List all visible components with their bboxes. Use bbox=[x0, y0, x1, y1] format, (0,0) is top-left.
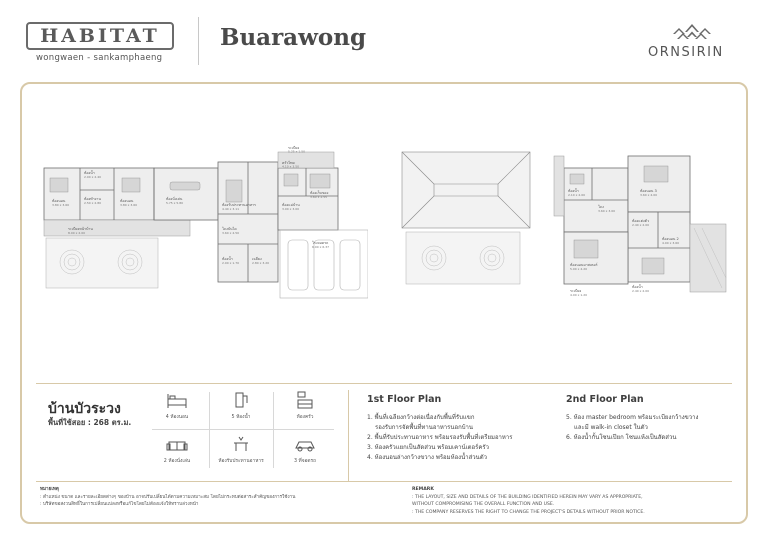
feature-dining bbox=[212, 432, 270, 472]
room-dim: 2.00 x 1.70 bbox=[222, 261, 240, 265]
room-dim: 2.00 x 2.40 bbox=[84, 175, 102, 179]
footer-line: : THE LAYOUT, SIZE AND DETAILS OF THE BUILDING IDENTIFIED HEREIN MAY VARY AS APPROPRIATE, bbox=[412, 494, 643, 500]
footer-title: หมายเหตุ bbox=[40, 487, 59, 492]
footer-notes-thai bbox=[40, 486, 400, 509]
feature-kitchen bbox=[276, 388, 334, 428]
room-dim: 3.60 x 4.50 bbox=[222, 231, 240, 235]
room-label: โถง bbox=[598, 205, 604, 209]
feature-bedrooms bbox=[148, 388, 206, 428]
room-label: ห้องเก็บของ bbox=[310, 191, 329, 195]
room-dim: 2.10 x 2.00 bbox=[568, 193, 586, 197]
info-divider bbox=[36, 383, 732, 384]
note-item: และมี walk-in closet ในตัว bbox=[574, 424, 648, 431]
feature-label: 3 ที่จอดรถ bbox=[293, 459, 317, 464]
footer-line: : บริษัทขอสงวนสิทธิ์ในการเปลี่ยนแปลงหรือแก้ไขโดยไม่ต้องแจ้งให้ทราบล่วงหน้า bbox=[40, 502, 199, 507]
feature-grid bbox=[148, 388, 338, 472]
room-label: ระเบียง bbox=[570, 289, 582, 293]
room-label: ห้องน้ำ bbox=[84, 171, 95, 175]
project-title: Buarawong bbox=[220, 24, 367, 51]
second-floor-notes-title: 2nd Floor Plan bbox=[566, 394, 644, 405]
logo-text: HABITAT bbox=[40, 25, 160, 47]
feature-label: ห้องครัว bbox=[296, 415, 314, 420]
header-divider bbox=[198, 17, 199, 65]
footer-line: WITHOUT COMPROMISING THE OVERALL FUNCTION AND USE. bbox=[412, 502, 555, 507]
house-name: บ้านบัวระวง bbox=[48, 401, 121, 417]
note-item: 2. พื้นที่รับประทานอาหาร พร้อมรองรับพื้นที่เตรียมอาหาร bbox=[367, 434, 513, 441]
feature-parking bbox=[276, 432, 334, 472]
room-dim: 4.00 x 3.60 bbox=[662, 241, 680, 245]
grid-line bbox=[273, 392, 274, 468]
footer-divider bbox=[36, 481, 732, 482]
brand-name: ORNSIRIN bbox=[648, 45, 724, 60]
room-label: ห้องนอน bbox=[120, 199, 134, 203]
car-icon bbox=[294, 434, 316, 454]
footer-title: REMARK bbox=[412, 487, 434, 492]
room-label: ครัวไทย bbox=[282, 161, 295, 165]
room-label: ห้องนั่งเล่น bbox=[166, 197, 183, 201]
room-label: เฉลียง bbox=[252, 257, 262, 261]
room-label: ห้องแม่บ้าน bbox=[282, 203, 300, 207]
grid-line bbox=[152, 429, 334, 430]
floor-plans bbox=[22, 84, 746, 384]
habitat-logo bbox=[26, 22, 174, 50]
first-floor-notes-title: 1st Floor Plan bbox=[367, 394, 442, 405]
room-dim: 5.75 x 5.80 bbox=[166, 201, 184, 205]
room-dim: 8.00 x 2.00 bbox=[68, 231, 86, 235]
first-floor-plan bbox=[38, 144, 368, 314]
room-dim: 4.00 x 1.20 bbox=[570, 293, 588, 297]
room-dim: 3.60 x 2.55 bbox=[310, 195, 328, 199]
house-area: พื้นที่ใช้สอย : 268 ตร.ม. bbox=[48, 418, 132, 427]
floor-plan-card bbox=[20, 82, 748, 524]
grid-line bbox=[209, 392, 210, 468]
room-label: โรงจอดรถ bbox=[312, 241, 329, 245]
room-label: โถงบันได bbox=[222, 227, 237, 231]
room-label: ห้องนอน 3 bbox=[640, 189, 657, 193]
room-dim: 2.40 x 2.00 bbox=[632, 223, 650, 227]
second-floor-plan bbox=[394, 148, 734, 318]
room-dim: 2.40 x 2.00 bbox=[632, 289, 650, 293]
room-label: ห้องนอน bbox=[52, 199, 66, 203]
dining-icon bbox=[230, 434, 252, 454]
column-divider bbox=[348, 390, 349, 482]
room-label: ห้องแต่งตัว bbox=[632, 219, 650, 223]
room-label: ห้องรับประทานอาหาร bbox=[222, 203, 256, 207]
room-label: ห้องนอน 2 bbox=[662, 237, 679, 241]
feature-living-rooms bbox=[148, 432, 206, 472]
second-floor-notes bbox=[566, 394, 742, 443]
footer-remark bbox=[412, 486, 742, 516]
room-dim: 5.25 x 1.50 bbox=[288, 149, 306, 154]
room-dim: 3.60 x 3.00 bbox=[598, 209, 616, 213]
note-item: รองรับการจัดพื้นที่ทานอาหารนอกบ้าน bbox=[375, 424, 473, 431]
feature-label: 5 ห้องน้ำ bbox=[231, 415, 251, 420]
feature-label: ห้องรับประทานอาหาร bbox=[218, 459, 264, 464]
room-dim: 3.80 x 3.60 bbox=[52, 203, 70, 207]
room-dim: 4.40 x 3.11 bbox=[222, 207, 240, 211]
room-dim: 2.50 x 2.80 bbox=[84, 201, 102, 205]
note-item: 3. ห้องครัวแยกเป็นสัดส่วน พร้อมเคาน์เตอร์ครัว bbox=[367, 444, 489, 451]
bath-icon bbox=[230, 390, 252, 410]
footer-line: : ตำแหน่ง ขนาด และรายละเอียดต่างๆ ของบ้าน อาจปรับเปลี่ยนได้ตามความเหมาะสม โดยไม่กระทบต่อสาระสำคัญของการใช้งาน bbox=[40, 494, 296, 500]
room-dim: 3.00 x 3.00 bbox=[282, 207, 300, 211]
room-dim: 6.00 x 6.37 bbox=[312, 245, 330, 249]
first-floor-notes bbox=[367, 394, 557, 463]
bed-icon bbox=[166, 390, 188, 410]
room-dim: 3.80 x 3.60 bbox=[120, 203, 138, 207]
note-item: 6. ห้องน้ำกั้นโซนเปียก โซนแห้งเป็นสัดส่วน bbox=[566, 434, 677, 441]
room-dim: 3.60 x 4.00 bbox=[640, 193, 658, 197]
room-dim: 5.00 x 4.20 bbox=[570, 267, 588, 271]
note-item: 1. พื้นที่เฉลียงกว้างต่อเนื่องกับพื้นที่รับแขก bbox=[367, 414, 475, 421]
footer-line: : THE COMPANY RESERVES THE RIGHT TO CHANGE THE PROJECT'S DETAILS WITHOUT PRIOR NOTICE. bbox=[412, 509, 645, 515]
room-label: ระเบียงหน้าบ้าน bbox=[68, 227, 93, 231]
room-label: ห้องน้ำ bbox=[632, 285, 643, 289]
feature-label: 4 ห้องนอน bbox=[165, 415, 189, 420]
ornsirin-roof-icon bbox=[669, 22, 715, 42]
logo-subtitle: wongwaen - sankamphaeng bbox=[36, 53, 163, 63]
kitchen-icon bbox=[294, 390, 316, 410]
room-dim: 4.10 x 3.50 bbox=[282, 164, 300, 169]
note-item: 4. ห้องนอนล่างกว้างขวาง พร้อมห้องน้ำส่วนตัว bbox=[367, 454, 487, 461]
room-label: ห้องทำงาน bbox=[84, 197, 101, 201]
feature-bathrooms bbox=[212, 388, 270, 428]
sofa-icon bbox=[166, 434, 188, 454]
note-item: 5. ห้อง master bedroom พร้อมระเบียงกว้างขวาง bbox=[566, 414, 699, 421]
room-label: ห้องนอนมาสเตอร์ bbox=[570, 263, 598, 267]
feature-label: 2 ห้องนั่งเล่น bbox=[163, 459, 191, 464]
room-label: ห้องน้ำ bbox=[222, 257, 233, 261]
room-label: ห้องน้ำ bbox=[568, 189, 579, 193]
room-label: ระเบียง bbox=[288, 146, 300, 150]
room-dim: 2.80 x 3.20 bbox=[252, 261, 270, 265]
